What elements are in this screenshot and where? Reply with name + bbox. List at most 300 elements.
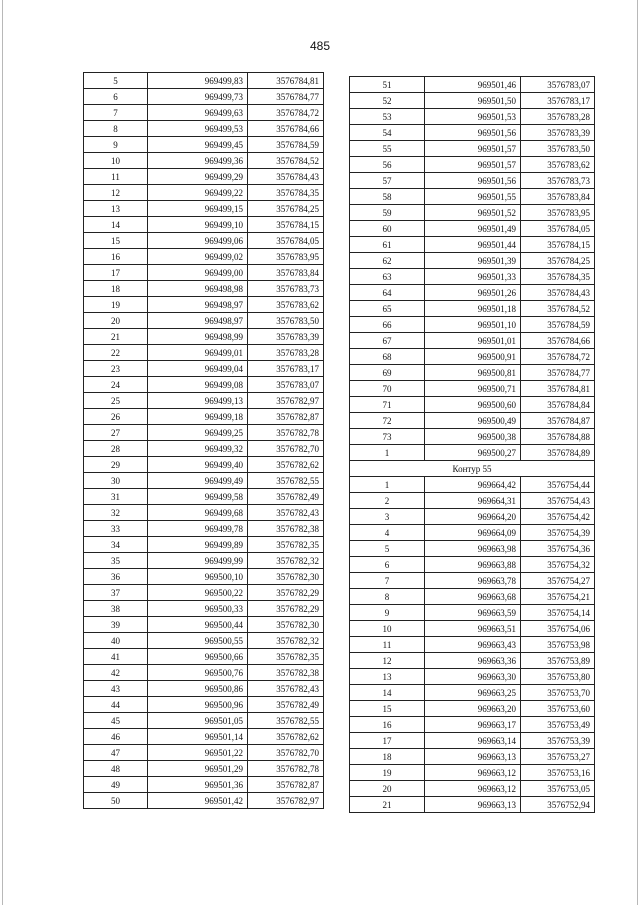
table-row xyxy=(350,733,595,749)
point-number: 51 xyxy=(350,77,425,93)
table-row xyxy=(84,489,324,505)
table-row xyxy=(84,377,324,393)
point-number: 60 xyxy=(350,221,425,237)
coordinate-y: 3576782,30 xyxy=(248,617,324,633)
point-number: 38 xyxy=(84,601,148,617)
point-number: 26 xyxy=(84,409,148,425)
table-row xyxy=(84,697,324,713)
point-number: 10 xyxy=(350,621,425,637)
coordinate-y: 3576782,62 xyxy=(248,729,324,745)
coordinate-y: 3576784,77 xyxy=(248,89,324,105)
point-number: 2 xyxy=(350,493,425,509)
coordinate-y: 3576782,78 xyxy=(248,761,324,777)
table-row xyxy=(84,105,324,121)
point-number: 32 xyxy=(84,505,148,521)
coordinate-y: 3576784,84 xyxy=(521,397,595,413)
coordinate-y: 3576784,72 xyxy=(248,105,324,121)
table-row xyxy=(84,153,324,169)
coordinate-y: 3576784,52 xyxy=(521,301,595,317)
coordinate-x: 969664,31 xyxy=(425,493,521,509)
table-row xyxy=(84,649,324,665)
point-number: 70 xyxy=(350,381,425,397)
point-number: 17 xyxy=(84,265,148,281)
coordinate-x: 969663,30 xyxy=(425,669,521,685)
table-row xyxy=(84,121,324,137)
coordinate-x: 969500,91 xyxy=(425,349,521,365)
table-row xyxy=(84,217,324,233)
coordinate-x: 969499,36 xyxy=(148,153,248,169)
coordinate-y: 3576783,17 xyxy=(248,361,324,377)
coordinate-x: 969499,22 xyxy=(148,185,248,201)
point-number: 8 xyxy=(84,121,148,137)
coordinate-x: 969499,89 xyxy=(148,537,248,553)
point-number: 54 xyxy=(350,125,425,141)
table-row xyxy=(350,397,595,413)
point-number: 23 xyxy=(84,361,148,377)
point-number: 3 xyxy=(350,509,425,525)
coordinate-y: 3576782,38 xyxy=(248,665,324,681)
coordinate-y: 3576782,55 xyxy=(248,713,324,729)
coordinate-x: 969500,33 xyxy=(148,601,248,617)
coordinate-y: 3576782,32 xyxy=(248,633,324,649)
coordinate-x: 969499,78 xyxy=(148,521,248,537)
table-row xyxy=(84,345,324,361)
table-row xyxy=(84,137,324,153)
coordinate-y: 3576782,35 xyxy=(248,537,324,553)
coordinate-y: 3576754,44 xyxy=(521,477,595,493)
coordinate-x: 969499,40 xyxy=(148,457,248,473)
coordinate-y: 3576783,39 xyxy=(248,329,324,345)
coordinate-x: 969500,96 xyxy=(148,697,248,713)
coordinate-x: 969500,71 xyxy=(425,381,521,397)
table-row xyxy=(350,653,595,669)
table-row xyxy=(350,269,595,285)
table-row xyxy=(350,333,595,349)
table-row xyxy=(84,441,324,457)
point-number: 19 xyxy=(350,765,425,781)
coordinate-x: 969500,81 xyxy=(425,365,521,381)
point-number: 36 xyxy=(84,569,148,585)
point-number: 14 xyxy=(84,217,148,233)
point-number: 6 xyxy=(84,89,148,105)
coordinate-y: 3576782,49 xyxy=(248,489,324,505)
coordinate-y: 3576782,32 xyxy=(248,553,324,569)
point-number: 56 xyxy=(350,157,425,173)
coordinate-y: 3576784,05 xyxy=(521,221,595,237)
coordinate-y: 3576784,15 xyxy=(521,237,595,253)
coordinate-x: 969499,32 xyxy=(148,441,248,457)
table-row xyxy=(84,89,324,105)
coordinate-y: 3576754,21 xyxy=(521,589,595,605)
table-row xyxy=(84,329,324,345)
table-row xyxy=(350,525,595,541)
coordinate-x: 969663,88 xyxy=(425,557,521,573)
coordinate-x: 969501,36 xyxy=(148,777,248,793)
coordinate-x: 969501,10 xyxy=(425,317,521,333)
table-row xyxy=(84,185,324,201)
table-row xyxy=(84,249,324,265)
point-number: 44 xyxy=(84,697,148,713)
coordinate-y: 3576753,89 xyxy=(521,653,595,669)
coordinate-x: 969501,05 xyxy=(148,713,248,729)
table-row xyxy=(84,681,324,697)
coordinate-x: 969500,44 xyxy=(148,617,248,633)
coordinate-y: 3576782,97 xyxy=(248,393,324,409)
coordinate-y: 3576783,50 xyxy=(248,313,324,329)
coordinate-y: 3576782,55 xyxy=(248,473,324,489)
table-row xyxy=(84,73,324,89)
page-number: 485 xyxy=(309,39,331,53)
table-row xyxy=(84,313,324,329)
coordinate-x: 969499,04 xyxy=(148,361,248,377)
coordinate-y: 3576783,73 xyxy=(521,173,595,189)
coordinate-y: 3576784,25 xyxy=(521,253,595,269)
table-row xyxy=(350,173,595,189)
point-number: 35 xyxy=(84,553,148,569)
table-row xyxy=(84,233,324,249)
point-number: 13 xyxy=(84,201,148,217)
table-row xyxy=(350,685,595,701)
table-row xyxy=(84,633,324,649)
coordinate-x: 969663,43 xyxy=(425,637,521,653)
point-number: 20 xyxy=(350,781,425,797)
table-row xyxy=(84,793,324,809)
coordinate-x: 969500,49 xyxy=(425,413,521,429)
coordinate-x: 969501,56 xyxy=(425,125,521,141)
table-row xyxy=(350,573,595,589)
table-row xyxy=(350,749,595,765)
coordinate-x: 969500,27 xyxy=(425,445,521,461)
coordinate-x: 969663,20 xyxy=(425,701,521,717)
point-number: 73 xyxy=(350,429,425,445)
coordinate-x: 969500,22 xyxy=(148,585,248,601)
point-number: 67 xyxy=(350,333,425,349)
coordinate-y: 3576754,27 xyxy=(521,573,595,589)
coordinate-x: 969501,53 xyxy=(425,109,521,125)
table-row xyxy=(350,381,595,397)
point-number: 71 xyxy=(350,397,425,413)
coordinate-x: 969500,38 xyxy=(425,429,521,445)
coordinate-x: 969499,13 xyxy=(148,393,248,409)
point-number: 63 xyxy=(350,269,425,285)
coordinate-y: 3576784,88 xyxy=(521,429,595,445)
point-number: 14 xyxy=(350,685,425,701)
coordinate-x: 969501,56 xyxy=(425,173,521,189)
coordinate-x: 969499,25 xyxy=(148,425,248,441)
coordinate-y: 3576782,70 xyxy=(248,441,324,457)
table-row xyxy=(350,205,595,221)
coordinate-y: 3576784,25 xyxy=(248,201,324,217)
point-number: 43 xyxy=(84,681,148,697)
coordinate-y: 3576783,07 xyxy=(248,377,324,393)
table-row xyxy=(84,761,324,777)
coordinate-x: 969501,39 xyxy=(425,253,521,269)
table-row xyxy=(84,585,324,601)
coordinate-x: 969663,68 xyxy=(425,589,521,605)
coordinate-y: 3576784,43 xyxy=(248,169,324,185)
table-row xyxy=(350,701,595,717)
point-number: 20 xyxy=(84,313,148,329)
section-title: Контур 55 xyxy=(350,461,595,477)
table-row xyxy=(84,777,324,793)
point-number: 33 xyxy=(84,521,148,537)
coordinate-y: 3576784,52 xyxy=(248,153,324,169)
coordinate-y: 3576784,72 xyxy=(521,349,595,365)
coordinate-y: 3576754,42 xyxy=(521,509,595,525)
coordinate-x: 969663,17 xyxy=(425,717,521,733)
point-number: 9 xyxy=(350,605,425,621)
coordinate-x: 969501,49 xyxy=(425,221,521,237)
point-number: 28 xyxy=(84,441,148,457)
point-number: 37 xyxy=(84,585,148,601)
coordinate-y: 3576783,95 xyxy=(521,205,595,221)
coordinate-x: 969663,12 xyxy=(425,781,521,797)
point-number: 45 xyxy=(84,713,148,729)
coordinate-x: 969501,29 xyxy=(148,761,248,777)
coordinate-y: 3576782,35 xyxy=(248,649,324,665)
coordinate-y: 3576782,30 xyxy=(248,569,324,585)
page-edge-right xyxy=(637,0,638,905)
point-number: 34 xyxy=(84,537,148,553)
coordinate-y: 3576784,43 xyxy=(521,285,595,301)
table-row xyxy=(350,445,595,461)
coordinate-x: 969663,36 xyxy=(425,653,521,669)
point-number: 27 xyxy=(84,425,148,441)
coordinate-y: 3576783,17 xyxy=(521,93,595,109)
table-row xyxy=(350,797,595,813)
coordinate-x: 969498,97 xyxy=(148,297,248,313)
table-row xyxy=(350,669,595,685)
table-row xyxy=(350,429,595,445)
point-number: 59 xyxy=(350,205,425,221)
point-number: 16 xyxy=(84,249,148,265)
table-row xyxy=(84,601,324,617)
table-row xyxy=(350,301,595,317)
point-number: 16 xyxy=(350,717,425,733)
coordinate-y: 3576782,70 xyxy=(248,745,324,761)
point-number: 11 xyxy=(350,637,425,653)
point-number: 11 xyxy=(84,169,148,185)
table-row xyxy=(350,125,595,141)
coordinate-x: 969499,06 xyxy=(148,233,248,249)
table-row xyxy=(350,189,595,205)
coordinate-x: 969663,25 xyxy=(425,685,521,701)
section-header-row xyxy=(350,461,595,477)
page-edge-left xyxy=(2,0,3,905)
coordinate-x: 969500,10 xyxy=(148,569,248,585)
coordinate-y: 3576784,89 xyxy=(521,445,595,461)
point-number: 15 xyxy=(84,233,148,249)
coordinate-x: 969499,00 xyxy=(148,265,248,281)
table-row xyxy=(84,505,324,521)
coordinate-y: 3576782,49 xyxy=(248,697,324,713)
coordinate-x: 969499,45 xyxy=(148,137,248,153)
table-row xyxy=(84,713,324,729)
table-row xyxy=(84,473,324,489)
coordinate-x: 969501,46 xyxy=(425,77,521,93)
coordinates-table-left xyxy=(83,72,324,809)
coordinate-y: 3576784,66 xyxy=(521,333,595,349)
coordinate-y: 3576754,06 xyxy=(521,621,595,637)
table-row xyxy=(350,349,595,365)
coordinate-y: 3576782,97 xyxy=(248,793,324,809)
point-number: 40 xyxy=(84,633,148,649)
table-row xyxy=(350,605,595,621)
table-row xyxy=(84,297,324,313)
coordinate-y: 3576752,94 xyxy=(521,797,595,813)
point-number: 13 xyxy=(350,669,425,685)
coordinate-x: 969501,52 xyxy=(425,205,521,221)
coordinate-y: 3576783,62 xyxy=(248,297,324,313)
point-number: 42 xyxy=(84,665,148,681)
point-number: 4 xyxy=(350,525,425,541)
point-number: 50 xyxy=(84,793,148,809)
coordinate-x: 969663,13 xyxy=(425,749,521,765)
coordinate-x: 969499,18 xyxy=(148,409,248,425)
coordinate-y: 3576784,59 xyxy=(521,317,595,333)
coordinate-x: 969664,20 xyxy=(425,509,521,525)
table-row xyxy=(350,765,595,781)
point-number: 21 xyxy=(350,797,425,813)
table-row xyxy=(84,201,324,217)
table-row xyxy=(84,521,324,537)
coordinate-x: 969500,55 xyxy=(148,633,248,649)
table-row xyxy=(350,781,595,797)
coordinate-x: 969501,50 xyxy=(425,93,521,109)
coordinate-y: 3576782,43 xyxy=(248,681,324,697)
table-row xyxy=(84,569,324,585)
coordinate-y: 3576753,60 xyxy=(521,701,595,717)
coordinate-x: 969501,57 xyxy=(425,141,521,157)
point-number: 58 xyxy=(350,189,425,205)
coordinate-y: 3576784,59 xyxy=(248,137,324,153)
point-number: 5 xyxy=(84,73,148,89)
table-row xyxy=(350,365,595,381)
coordinate-x: 969499,83 xyxy=(148,73,248,89)
point-number: 24 xyxy=(84,377,148,393)
point-number: 9 xyxy=(84,137,148,153)
coordinate-y: 3576783,73 xyxy=(248,281,324,297)
coordinate-x: 969499,53 xyxy=(148,121,248,137)
point-number: 22 xyxy=(84,345,148,361)
point-number: 72 xyxy=(350,413,425,429)
coordinate-y: 3576783,50 xyxy=(521,141,595,157)
coordinate-y: 3576754,43 xyxy=(521,493,595,509)
coordinate-x: 969500,66 xyxy=(148,649,248,665)
table-row xyxy=(350,541,595,557)
table-row xyxy=(350,493,595,509)
coordinate-y: 3576782,29 xyxy=(248,585,324,601)
coordinate-y: 3576784,15 xyxy=(248,217,324,233)
point-number: 52 xyxy=(350,93,425,109)
point-number: 10 xyxy=(84,153,148,169)
coordinate-x: 969501,01 xyxy=(425,333,521,349)
table-row xyxy=(84,409,324,425)
point-number: 1 xyxy=(350,477,425,493)
table-row xyxy=(350,285,595,301)
coordinate-x: 969499,73 xyxy=(148,89,248,105)
table-row xyxy=(350,589,595,605)
coordinate-x: 969500,86 xyxy=(148,681,248,697)
coordinate-x: 969501,44 xyxy=(425,237,521,253)
coordinate-x: 969499,99 xyxy=(148,553,248,569)
coordinate-x: 969501,57 xyxy=(425,157,521,173)
coordinate-y: 3576784,81 xyxy=(521,381,595,397)
table-row xyxy=(350,413,595,429)
table-row xyxy=(84,617,324,633)
table-row xyxy=(350,93,595,109)
point-number: 49 xyxy=(84,777,148,793)
table-row xyxy=(350,221,595,237)
point-number: 41 xyxy=(84,649,148,665)
point-number: 30 xyxy=(84,473,148,489)
point-number: 17 xyxy=(350,733,425,749)
coordinate-y: 3576782,38 xyxy=(248,521,324,537)
point-number: 1 xyxy=(350,445,425,461)
coordinate-y: 3576784,66 xyxy=(248,121,324,137)
table-row xyxy=(84,665,324,681)
table-row xyxy=(84,393,324,409)
table-row xyxy=(350,157,595,173)
point-number: 18 xyxy=(350,749,425,765)
point-number: 48 xyxy=(84,761,148,777)
coordinate-y: 3576783,84 xyxy=(248,265,324,281)
coordinate-x: 969499,15 xyxy=(148,201,248,217)
coordinate-x: 969498,97 xyxy=(148,313,248,329)
table-row xyxy=(84,169,324,185)
coordinate-y: 3576783,84 xyxy=(521,189,595,205)
coordinate-x: 969499,01 xyxy=(148,345,248,361)
coordinate-x: 969663,78 xyxy=(425,573,521,589)
point-number: 68 xyxy=(350,349,425,365)
table-row xyxy=(350,109,595,125)
coordinate-y: 3576783,28 xyxy=(248,345,324,361)
coordinate-x: 969663,98 xyxy=(425,541,521,557)
coordinate-y: 3576783,39 xyxy=(521,125,595,141)
point-number: 64 xyxy=(350,285,425,301)
point-number: 12 xyxy=(84,185,148,201)
coordinate-y: 3576754,32 xyxy=(521,557,595,573)
table-row xyxy=(84,265,324,281)
coordinate-x: 969663,51 xyxy=(425,621,521,637)
table-row xyxy=(84,281,324,297)
point-number: 47 xyxy=(84,745,148,761)
table-row xyxy=(84,745,324,761)
point-number: 39 xyxy=(84,617,148,633)
coordinate-x: 969501,42 xyxy=(148,793,248,809)
point-number: 18 xyxy=(84,281,148,297)
point-number: 7 xyxy=(84,105,148,121)
coordinate-y: 3576783,62 xyxy=(521,157,595,173)
point-number: 57 xyxy=(350,173,425,189)
coordinate-x: 969499,10 xyxy=(148,217,248,233)
coordinate-x: 969500,76 xyxy=(148,665,248,681)
coordinate-x: 969498,98 xyxy=(148,281,248,297)
point-number: 29 xyxy=(84,457,148,473)
coordinate-y: 3576754,14 xyxy=(521,605,595,621)
coordinates-table-right xyxy=(349,76,595,813)
coordinate-y: 3576783,28 xyxy=(521,109,595,125)
coordinate-x: 969501,22 xyxy=(148,745,248,761)
coordinate-x: 969499,02 xyxy=(148,249,248,265)
coordinate-y: 3576753,16 xyxy=(521,765,595,781)
coordinate-y: 3576782,43 xyxy=(248,505,324,521)
table-row xyxy=(350,317,595,333)
point-number: 6 xyxy=(350,557,425,573)
table-row xyxy=(84,553,324,569)
coordinate-y: 3576784,77 xyxy=(521,365,595,381)
coordinate-y: 3576753,70 xyxy=(521,685,595,701)
